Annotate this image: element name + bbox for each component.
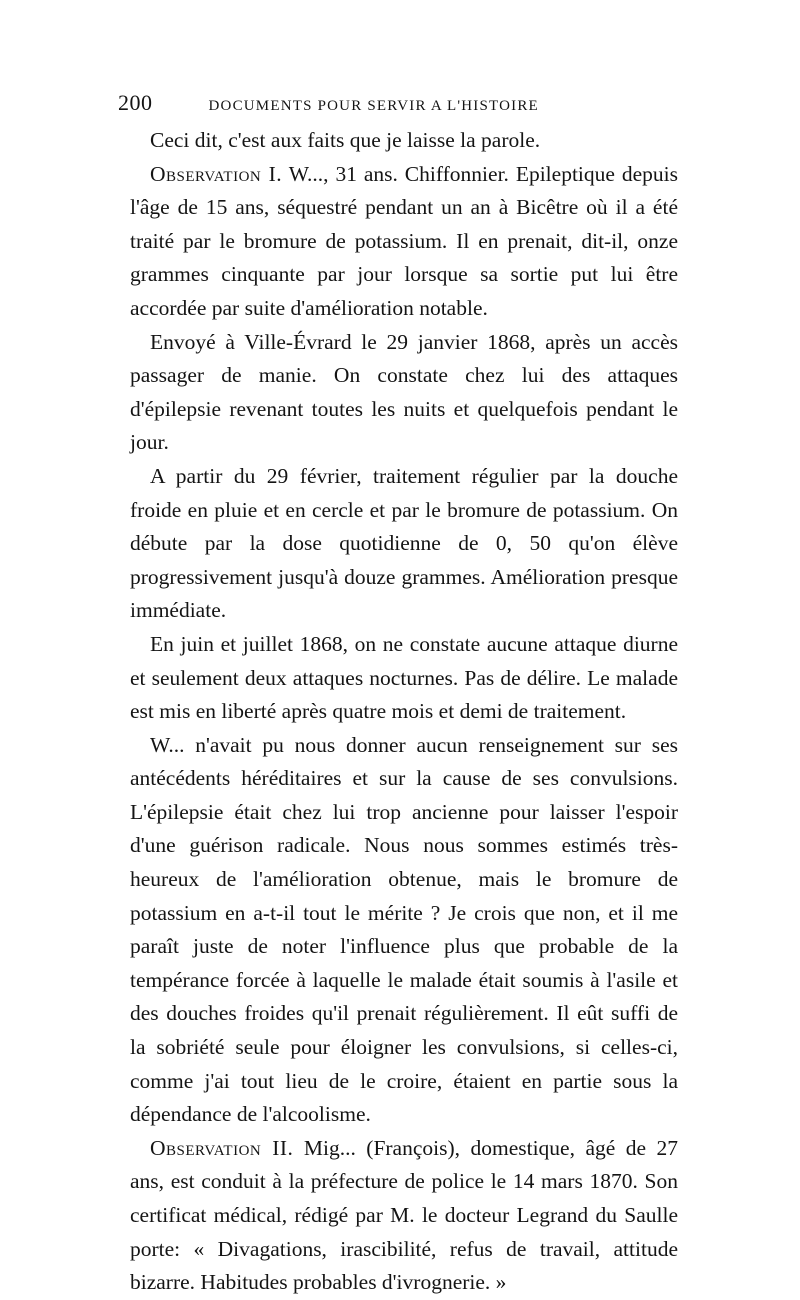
paragraph-text: W..., 31 ans. Chiffonnier. Epileptique depuis l'âge de 15 ans, séquestré pendant un an à Bicêtre où il a été traité par le bromure de potassium. Il en prenait, dit-il, onze grammes cinquante par jour lorsque sa sortie put lui être accordée par suite d'amélioration notable. <box>130 161 678 320</box>
paragraph-intro <box>130 124 678 158</box>
paragraph-text: A partir du 29 février, traitement régulier par la douche froide en pluie et en cercle et par le bromure de potassium. On débute par la dose quotidienne de 0, 50 qu'on élève progressivement jusqu'à douze grammes. Amélioration presque immédiate. <box>130 463 678 623</box>
body-text <box>130 124 678 1300</box>
observation-heading: Observation I. <box>150 161 283 186</box>
paragraph-ville-evrard <box>130 326 678 460</box>
paragraph-observation-1 <box>130 158 678 326</box>
running-title: DOCUMENTS POUR SERVIR A L'HISTOIRE <box>208 98 539 114</box>
paragraph-june-july <box>130 628 678 729</box>
paragraph-text: W... n'avait pu nous donner aucun renseignement sur ses antécédents héréditaires et sur la cause de ses convulsions. L'épilepsie était chez lui trop ancienne pour laisser l'espoir d'une guérison radicale. Nous nous sommes estimés très-heureux de l'amélioration obtenue, mais le bromure de potassium en a-t-il tout le mérite ? Je crois que non, et il me paraît juste de noter l'influence plus que probable de la tempérance forcée à laquelle le malade était soumis à l'asile et des douches froides qu'il prenait régulièrement. Il eût suffi de la sobriété seule pour éloigner les convulsions, si celles-ci, comme j'ai tout lieu de le croire, étaient en partie sous la dépendance de l'alcoolisme. <box>130 732 678 1127</box>
paragraph-text: En juin et juillet 1868, on ne constate aucune attaque diurne et seulement deux attaques nocturnes. Pas de délire. Le malade est mis en liberté après quatre mois et demi de traitement. <box>130 631 678 724</box>
running-header <box>118 90 678 122</box>
observation-heading: Observation II. <box>150 1135 294 1160</box>
page-number: 200 <box>118 90 153 115</box>
paragraph-text: Envoyé à Ville-Évrard le 29 janvier 1868, après un accès passager de manie. On constate chez lui des attaques d'épilepsie revenant toutes les nuits et quelquefois pendant le jour. <box>130 329 678 455</box>
paragraph-observation-2 <box>130 1132 678 1300</box>
paragraph-discussion <box>130 729 678 1132</box>
paragraph-text: Ceci dit, c'est aux faits que je laisse la parole. <box>150 128 541 152</box>
paragraph-text: Mig... (François), domestique, âgé de 27 ans, est conduit à la préfecture de police le 14 mars 1870. Son certificat médical, rédigé par M. le docteur Legrand du Saulle porte: « Divagations, irascibilité, refus de travail, attitude bizarre. Habitudes probables d'ivrognerie. » <box>130 1135 678 1295</box>
paragraph-treatment <box>130 460 678 628</box>
